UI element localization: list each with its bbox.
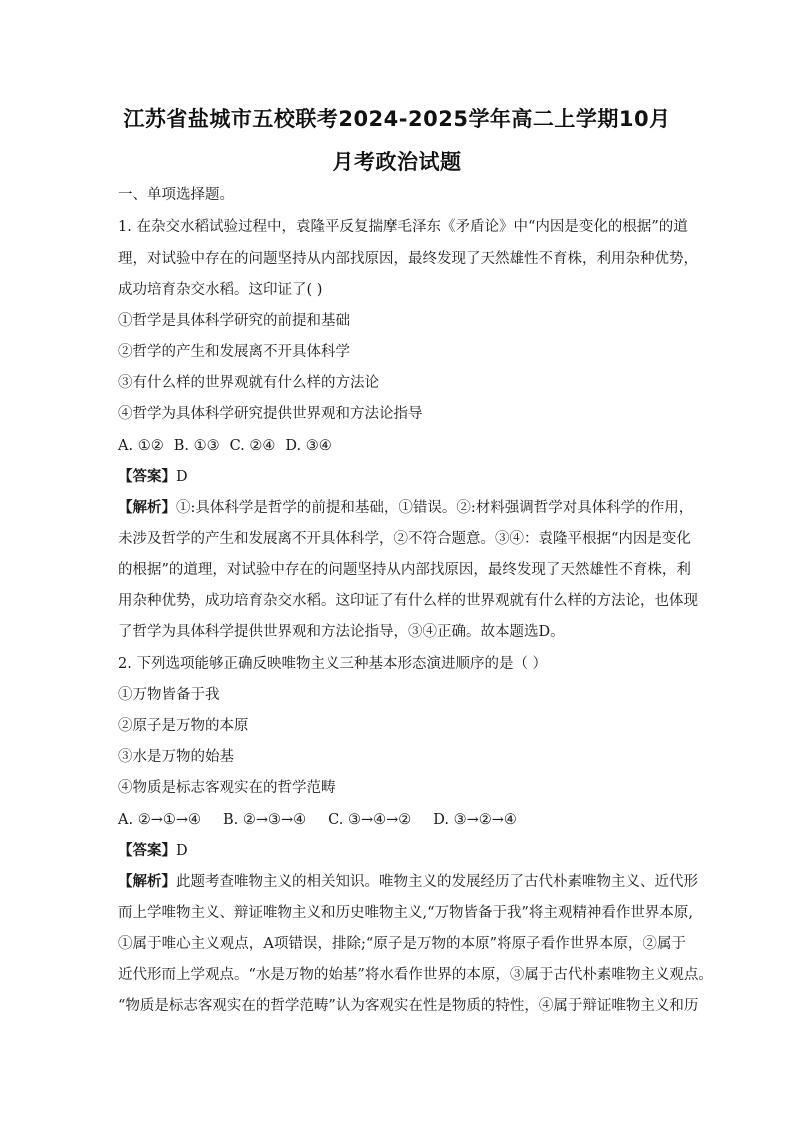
q2-analysis-line-5: “物质是标志客观实在的哲学范畴”认为客观实在性是物质的特性，④属于辩证唯物主义和历 [118, 998, 699, 1014]
q1-analysis-text-1: ①:具体科学是哲学的前提和基础，①错误。②:材料强调哲学对具体科学的作用， [176, 500, 694, 516]
q1-item-1: ①哲学是具体科学研究的前提和基础 [118, 313, 350, 329]
q2-answer [118, 840, 686, 862]
q1-option-b: B. ①③ [173, 438, 220, 454]
q1-item-3: ③有什么样的世界观就有什么样的方法论 [118, 375, 379, 391]
q1-answer-label: 【答案】 [118, 468, 176, 485]
doc-title-line2: 月考政治试题 [332, 150, 462, 174]
q1-stem-line-2: 理，对试验中存在的问题坚持从内部找原因，最终发现了天然雄性不育株，利用杂种优势， [118, 251, 698, 267]
q2-analysis-line-3: ①属于唯心主义观点，A项错误，排除;“原子是万物的本原”将原子看作世界本原，②属于 [118, 936, 686, 952]
q2-analysis-line-1 [118, 871, 698, 893]
q2-option-b: B. ②→③→④ [223, 812, 307, 828]
q1-option-d: D. ③④ [285, 438, 332, 454]
q1-stem-line-3: 成功培育杂交水稻。这印证了( ) [118, 282, 323, 298]
q2-item-1: ①万物皆备于我 [118, 687, 220, 703]
section-heading: 一、单项选择题。 [118, 187, 234, 203]
q2-analysis-line-4: 近代形而上学观点。“水是万物的始基”将水看作世界的本原，③属于古代朴素唯物主义观点。 [118, 967, 713, 983]
q1-option-c: C. ②④ [229, 438, 276, 454]
q2-stem: 2. 下列选项能够正确反映唯物主义三种基本形态演进顺序的是（ ） [118, 656, 548, 672]
q2-option-a: A. ②→①→④ [118, 812, 201, 828]
q2-item-4: ④物质是标志客观实在的哲学范畴 [118, 780, 336, 796]
q2-option-c: C. ③→④→② [328, 812, 412, 828]
q1-options [118, 435, 686, 457]
q2-answer-value: D [176, 843, 188, 859]
q1-answer-value: D [176, 469, 188, 485]
q1-item-4: ④哲学为具体科学研究提供世界观和方法论指导 [118, 406, 423, 422]
q1-stem-line-1: 1. 在杂交水稻试验过程中，袁隆平反复揣摩毛泽东《矛盾论》中“内因是变化的根据”的道 [118, 219, 688, 235]
q2-option-d: D. ③→②→④ [433, 812, 517, 828]
q2-item-2: ②原子是万物的本原 [118, 718, 249, 734]
q1-analysis-line-1 [118, 497, 694, 519]
q1-analysis-label: 【解析】 [118, 499, 176, 516]
q1-analysis-line-3: 的根据”的道理，对试验中存在的问题坚持从内部找原因，最终发现了天然雄性不育株，利 [118, 562, 691, 578]
q1-analysis-line-2: 未涉及哲学的产生和发展离不开具体科学，②不符合题意。③④：袁隆平根据“内因是变化 [118, 531, 691, 547]
q1-answer [118, 466, 686, 488]
q1-item-2: ②哲学的产生和发展离不开具体科学 [118, 344, 350, 360]
q2-item-3: ③水是万物的始基 [118, 749, 234, 765]
q2-answer-label: 【答案】 [118, 842, 176, 859]
q2-analysis-label: 【解析】 [118, 873, 176, 890]
doc-title-line1: 江苏省盐城市五校联考2024-2025学年高二上学期10月 [123, 107, 671, 131]
q1-analysis-line-5: 了哲学为具体科学提供世界观和方法论指导，③④正确。故本题选D。 [118, 624, 565, 640]
q2-analysis-text-1: 此题考查唯物主义的相关知识。唯物主义的发展经历了古代朴素唯物主义、近代形 [176, 874, 698, 890]
q2-options [118, 809, 686, 831]
q2-analysis-line-2: 而上学唯物主义、辩证唯物主义和历史唯物主义,“万物皆备于我”将主观精神看作世界本原, [118, 905, 694, 921]
q1-analysis-line-4: 用杂种优势，成功培育杂交水稻。这印证了有什么样的世界观就有什么样的方法论，也体现 [118, 593, 698, 609]
q1-option-a: A. ①② [118, 438, 164, 454]
